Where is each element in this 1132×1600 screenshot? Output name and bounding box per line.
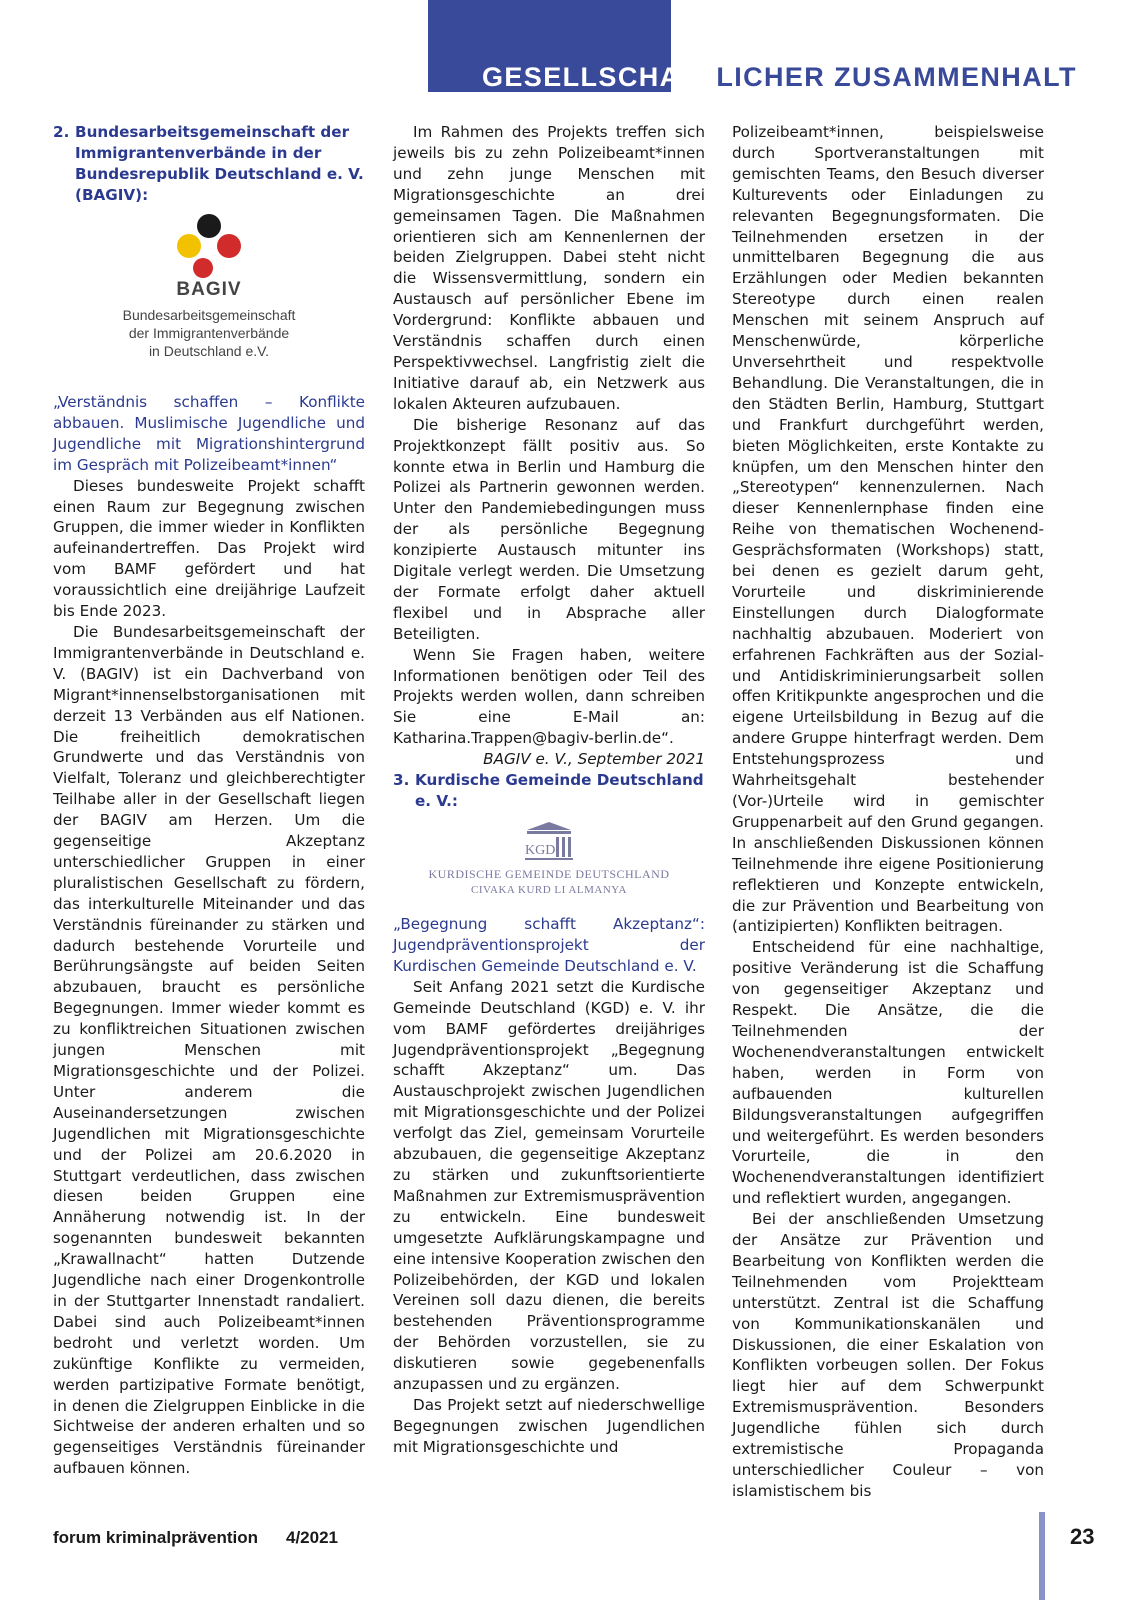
section-title-plain-part: LICHER ZUSAMMENHALT [716,62,1077,92]
kgd-logo [393,816,705,906]
page-number: 23 [1070,1524,1095,1549]
org-name: Kurdische Gemeinde Deutschland e. V.: [415,771,704,811]
column-3 [732,122,1044,1502]
footer [53,1528,338,1548]
body-paragraph: Bei der anschließenden Umsetzung der Ansätze zur Prävention und Bearbeitung von Konflikten werden die Teilnehmenden vom Projektteam unterstützt. Zentral ist die Schaffung von Kommunikationskanälen und Diskussionen, die einer Eskalation von Konflikten vorbeugen sollen. Der Fokus liegt hier auf dem Schwerpunkt Extremismusprävention. Besonders Jugendliche fühlen sich durch extremistische Propaganda unterschiedlicher Couleur – von islamistischem bis [732,1210,1044,1500]
kgd-building-icon [521,820,577,862]
issue-number: 4/2021 [285,1528,338,1547]
section-title-inverse-part: GESELLSCHAFT [482,62,717,92]
journal-name: forum kriminalprävention [53,1528,258,1547]
body-paragraph: Dieses bundesweite Projekt schafft einen Raum zur Begegnung zwischen Gruppen, die immer wieder in Konflikten aufeinandertreffen. Das Projekt wird vom BAMF gefördert und hat voraussichtlich eine dreijährige Laufzeit bis Ende 2023. [53,476,365,621]
body-paragraph: Entscheidend für eine nachhaltige, positive Veränderung ist die Schaffung von gegenseitiger Akzeptanz und Respekt. Die Ansätze, die die Teilnehmenden der Wochenendveranstaltungen entwickelt haben, werden in Form von aufbauenden kulturellen Bildungsveranstaltungen aufgegriffen und weitergeführt. Es werden besonders Vorurteile, die in den Wochenendveranstaltungen identifiziert und reflektiert wurden, angegangen. [732,938,1044,1208]
bagiv-logo-mark-icon [173,212,245,282]
body-paragraph: Das Projekt setzt auf niederschwellige Begegnungen zwischen Jugendlichen mit Migrationsgeschichte und [393,1395,705,1456]
bagiv-logo-caption: Bundesarbeitsgemeinschaft der Immigrantenverbände in Deutschland e.V. [122,307,296,359]
kgd-logo-name: KURDISCHE GEMEINDE DEUTSCHLAND [428,867,670,882]
bagiv-wordmark: BAGIV [176,279,242,300]
project-subtitle-kgd: „Begegnung schafft Akzeptanz“: Jugendpräventionsprojekt der Kurdischen Gemeinde Deutschland e. V. [393,915,705,975]
body-paragraph: Polizeibeamt*innen, beispielsweise durch Sportveranstaltungen mit gemischten Teams, den Besuch diverser Kulturevents oder Einladungen zu relevanten Begegnungsformaten. Die Teilnehmenden ersetzen in der unmittelbaren Begegnung die aus Erzählungen oder Medien bekannten Stereotype durch einen realen Menschen mit seinem Anspruch auf Menschenwürde, körperliche Unversehrtheit und respektvolle Behandlung. Die Veranstaltungen, die in den Städten Berlin, Hamburg, Stuttgart und Frankfurt durchgeführt werden, bieten Möglichkeiten, erste Kontakte zu knüpfen, um den Menschen hinter den „Stereotypen“ kennenzulernen. Nach dieser Kennenlernphase finden eine Reihe von thematischen Wochenend-Gesprächsformaten (Workshops) statt, bei denen es gezielt darum geht, Vorurteile und diskriminierende Einstellungen durch Dialogformate nachhaltig abzubauen. Moderiert von erfahrenen Fachkräften aus der Sozial- und Antidiskriminierungsarbeit sollen offen Kritikpunkte angesprochen und die eigene Urteilsbildung in Bezug auf die andere Gruppe hinterfragt werden. Dem Entstehungsprozess und Wahrheitsgehalt bestehender (Vor-)Urteile wird in gemischter Gruppenarbeit auf den Grund gegangen. In anschließenden Diskussionen können Teilnehmende ihre eigene Positionierung reflektieren und Konzepte entwickeln, die zur Prävention und Bearbeitung von (antizipierten) Konflikten beitragen. [732,123,1044,936]
body-paragraph: Die Bundesarbeitsgemeinschaft der Immigrantenverbände in Deutschland e. V. (BAGIV) ist ein Dachverband von Migrant*innenselbstorganisationen mit derzeit 13 Verbänden aus elf Nationen. Die freiheitlich demokratischen Grundwerte und das Verständnis von Vielfalt, Toleranz und gleichberechtigter Teilhabe aller in der Gesellschaft liegen der BAGIV am Herzen. Um die gegenseitige Akzeptanz unterschiedlicher Gruppen in einer pluralistischen Gesellschaft zu fördern, das interkulturelle Miteinander und das Verständnis füreinander zu stärken und dadurch bestehende Vorurteile und Berührungsängste auf beiden Seiten abzubauen, braucht es persönliche Begegnungen. Immer wieder kommt es zu konfliktreichen Situationen zwischen jungen Menschen mit Migrationsgeschichte und der Polizei. Unter anderem die Auseinandersetzungen zwischen Jugendlichen mit Migrationsgeschichte und der Polizei am 20.6.2020 in Stuttgart verdeutlichen, dass zwischen diesen beiden Gruppen eine Annäherung notwendig ist. In der sogenannten bundesweit bekannten „Krawallnacht“ hatten Dutzende Jugendliche nach einer Drogenkontrolle in der Stuttgarter Innenstadt randaliert. Dabei sind auch Polizeibeamt*innen bedroht und verletzt worden. Um zukünftige Konflikte zu vermeiden, werden partizipative Formate benötigt, in denen die Zielgruppen Einblicke in die Sichtweise der anderen erhalten und so gegenseitiges Verständnis füreinander aufbauen können. [53,622,365,1478]
column-2 [393,122,705,1458]
org-heading-kgd [393,770,705,812]
body-paragraph: Wenn Sie Fragen haben, weitere Informationen benötigen oder Teil des Projekts werden wollen, dann schreiben Sie eine E-Mail an: Katharina.Trappen@bagiv-berlin.de“. [393,645,705,748]
signature: BAGIV e. V., September 2021 [483,750,705,769]
bagiv-logo [53,210,365,380]
column-1 [53,122,365,1479]
page-number-bar [1039,1512,1045,1600]
body-paragraph: Im Rahmen des Projekts treffen sich jeweils bis zu zehn Polizeibeamt*innen und zehn junge Menschen mit Migrationsgeschichte an drei gemeinsamen Tagen. Die Maßnahmen orientieren sich am Kennenlernen der beiden Zielgruppen. Dabei steht nicht die Wissensvermittlung, sondern ein Austausch auf persönlicher Ebene im Vordergrund: Konflikte abbauen und Verständnis schaffen durch einen Perspektivwechsel. Langfristig zielt die Initiative darauf ab, ein Netzwerk aus lokalen Akteuren aufzubauen. [393,123,705,413]
body-paragraph: Die bisherige Resonanz auf das Projektkonzept fällt positiv aus. So konnte etwa in Berlin und Hamburg die Polizei als Partnerin gewonnen werden. Unter den Pandemiebedingungen muss der als persönliche Begegnung konzipierte Austausch mitunter ins Digitale verlegt werden. Die Umsetzung der Formate erfolgt daher aktuell flexibel und in Absprache aller Beteiligten. [393,415,705,643]
org-heading-bagiv [53,122,365,206]
kgd-logo-sub: CIVAKA KURD LI ALMANYA [471,884,627,897]
org-number: 3. [393,771,410,790]
section-title [482,62,1077,93]
project-subtitle-bagiv: „Verständnis schaffen – Konflikte abbauen. Muslimische Jugendliche und Jugendliche mit Migrationshintergrund im Gespräch mit Polizeibeamt*innen“ [53,393,365,474]
org-number: 2. [53,123,70,141]
kgd-mark: KGD [525,843,556,859]
body-paragraph: Seit Anfang 2021 setzt die Kurdische Gemeinde Deutschland (KGD) e. V. ihr vom BAMF gefördertes dreijähriges Jugendpräventionsprojekt „Begegnung schafft Akzeptanz“ um. Das Austauschprojekt zwischen Jugendlichen mit Migrationsgeschichte und der Polizei verfolgt das Ziel, gemeinsam Vorurteile abzubauen, die gegenseitige Akzeptanz zu stärken und zukunftsorientierte Maßnahmen zur Extremismusprävention zu entwickeln. Eine bundesweit umgesetzte Aufklärungskampagne und eine intensive Kooperation zwischen den Polizeibehörden, der KGD und lokalen Vereinen soll dazu dienen, die bereits bestehenden Präventionsprogramme der Behörden vorzustellen, sie zu diskutieren sowie gegebenenfalls anzupassen und zu ergänzen. [393,977,705,1394]
org-name: Bundesarbeitsgemeinschaft der Immigrantenverbände in der Bundesrepublik Deutschland e. V. (BAGIV): [75,123,364,204]
